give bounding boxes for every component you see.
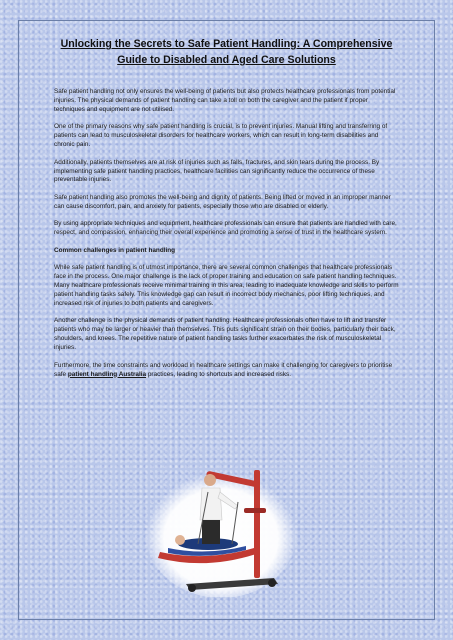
- final-text-after: practices, leading to shortcuts and increased risks.: [146, 370, 292, 378]
- patient-head: [175, 535, 185, 545]
- paragraph-techniques: By using appropriate techniques and equipment, healthcare professionals can ensure that patients are handled with care, respect, and compassion, enhancing their overall experience and promoting a sense of trust in the healthcare system.: [54, 220, 397, 237]
- paragraph-training-challenge: While safe patient handling is of utmost importance, there are several common challenges that healthcare professionals face in the process. One major challenge is the lack of proper training and education on safe patient handling techniques. Many healthcare professionals receive minimal training in this area, leading to inadequate knowledge and skills to perform patient handling tasks safely. This knowledge gap can result in incorrect body mechanics, poor lifting techniques, and increased risk of injuries to both patients and caregivers.: [54, 264, 399, 307]
- paragraph-dignity: Safe patient handling also promotes the well-being and dignity of patients. Being lifted or moved in an improper manner can cause discomfort, pain, and anxiety for patients, especially those who are disabled or elderly.: [54, 193, 391, 210]
- illustration-glow: [146, 466, 296, 597]
- patient-lift-illustration: [146, 462, 296, 597]
- lift-arm: [244, 508, 266, 513]
- paragraph-patient-risk: Additionally, patients themselves are at risk of injuries such as falls, fractures, and skin tears during the process. By implementing safe patient handling practices, healthcare facilities can significantly reduce the occurrence of these preventable injuries.: [54, 158, 380, 184]
- paragraph-intro: Safe patient handling not only ensures the well-being of patients but also protects healthcare professionals from potential injuries. The physical demands of patient handling can take a toll on both the caregiver and the patient if proper techniques and equipment are not utilised.: [54, 88, 396, 113]
- patient-handling-link[interactable]: patient handling Australia: [67, 370, 147, 378]
- caregiver-legs: [202, 520, 220, 544]
- section-heading: Common challenges in patient handling: [54, 246, 176, 254]
- paragraph-time-constraints: [54, 362, 399, 380]
- caregiver-head: [204, 474, 216, 486]
- wheel-left: [188, 584, 196, 592]
- final-text-before: Furthermore, the time constraints and workload in healthcare settings can make it challenging for caregivers to prioritise safe: [54, 361, 393, 378]
- paragraph-injury-prevention: One of the primary reasons why safe patient handling is crucial, is to prevent injuries. Manual lifting and transferring of patients can lead to musculoskeletal disorders for healthcare workers, which can result in long-term disabilities and chronic pain.: [54, 123, 388, 149]
- wheel-right: [268, 579, 276, 587]
- document-title: Unlocking the Secrets to Safe Patient Handling: A Comprehensive Guide to Disabled and Aged Care Solutions: [60, 38, 393, 66]
- paragraph-physical-demands: Another challenge is the physical demands of patient handling. Healthcare professionals often have to lift and transfer patients who may be larger or heavier than themselves. This puts significant strain on their bodies, particularly their back, shoulders, and knees. The repetitive nature of patient handling tasks further exacerbates the risk of musculoskeletal injuries.: [54, 317, 396, 352]
- document-body: [54, 36, 399, 388]
